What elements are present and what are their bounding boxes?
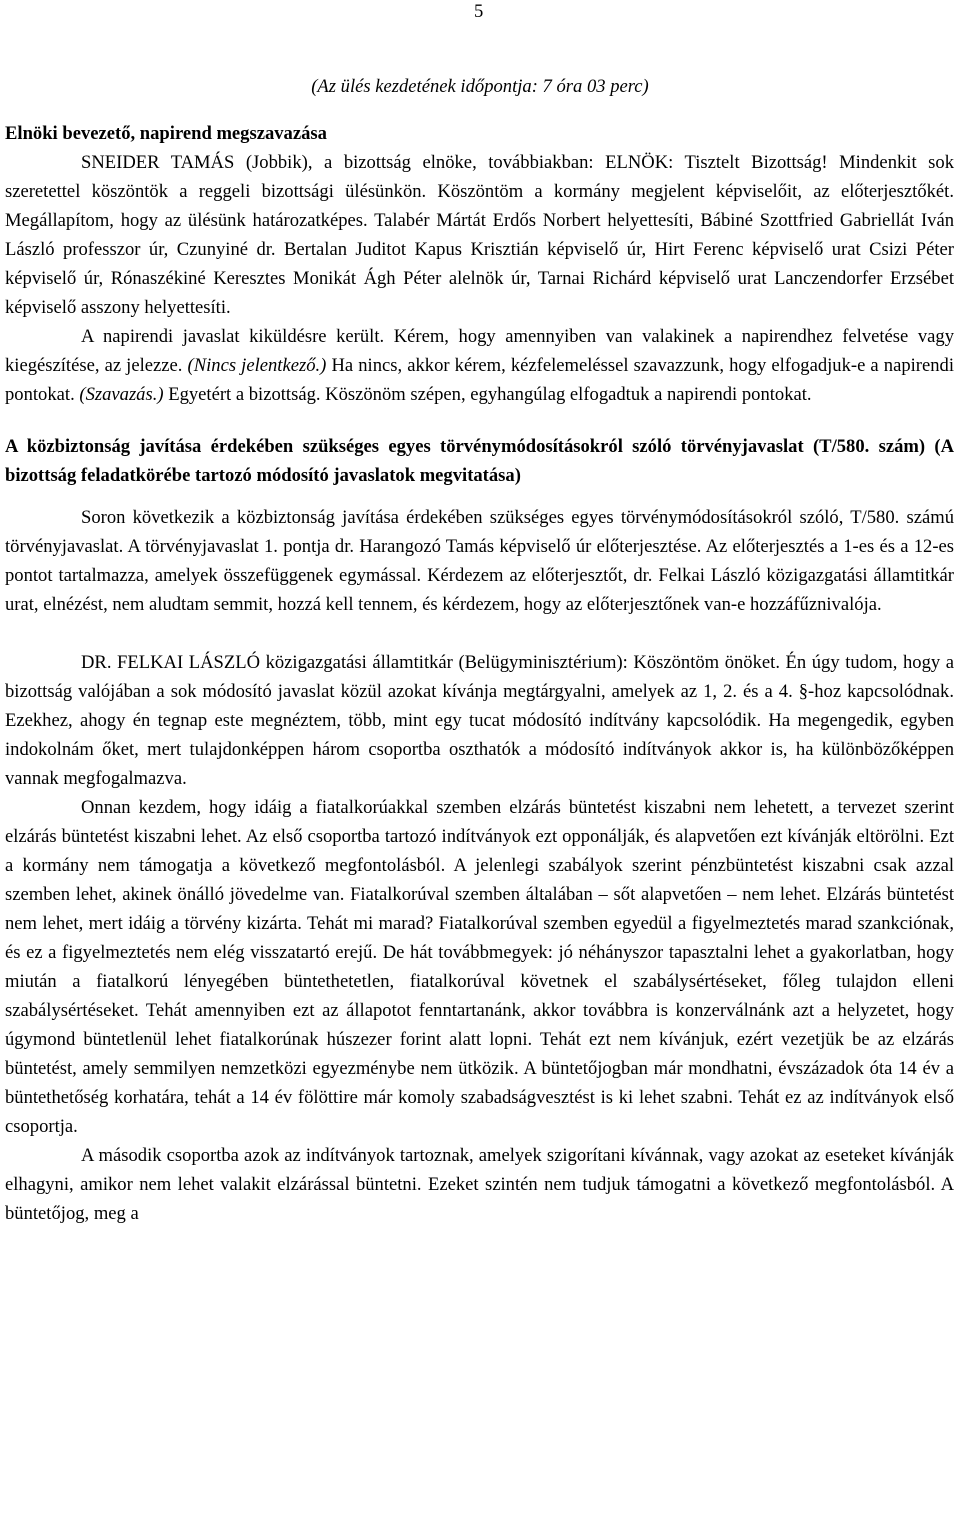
section-heading-bill: A közbiztonság javítása érdekében szükséges egyes törvénymódosításokról szóló törvényjavaslat (T/580. szám) (A bizottság feladatkörébe tartozó módosító javaslatok megvitatása) — [5, 436, 954, 486]
document-body — [5, 119, 954, 1228]
stage-direction-vote: (Szavazás.) — [79, 384, 164, 405]
stage-direction-no-requests: (Nincs jelentkező.) — [187, 355, 327, 376]
felkai-speech-paragraph-3: A második csoportba azok az indítványok tartoznak, amelyek szigorítani kívánnak, vagy azokat az eseteket kívánják elhagyni, amikor nem lehet valakit elzárással büntetni. Ezeket szintén nem tudjuk támogatni a következő megfontolásból. A büntetőjog, meg a — [5, 1145, 954, 1224]
page-number: 5 — [474, 1, 484, 22]
chairman-opening-paragraph: SNEIDER TAMÁS (Jobbik), a bizottság elnöke, továbbiakban: ELNÖK: Tisztelt Bizottság! Mindenkit sok szeretettel köszöntök a reggeli bizottsági ülésünkön. Köszöntöm a kormány megjelent képviselőit, az előterjesztőkét. Megállapítom, hogy az ülésünk határozatképes. Talabér Mártát Erdős Norbert helyettesíti, Bábiné Szottfried Gabriellát Iván László professzor úr, Czunyiné dr. Bertalan Juditot Kapus Krisztián képviselő úr, Hirt Ferenc képviselő urat Csizi Péter képviselő úr, Rónaszékiné Keresztes Monikát Ágh Péter alelnök úr, Tarnai Richárd képviselő urat Lanczendorfer Erzsébet képviselő asszony helyettesíti. — [5, 152, 954, 318]
bill-intro-paragraph: Soron következik a közbiztonság javítása érdekében szükséges egyes törvénymódosításokról szóló, T/580. számú törvényjavaslat. A törvényjavaslat 1. pontja dr. Harangozó Tamás képviselő úr előterjesztése. Az előterjesztés a 1-es és a 12-es pontot tartalmazza, amelyek összefüggenek egymással. Kérdezem az előterjesztőt, dr. Felkai László közigazgatási államtitkár urat, elnézést, nem aludtam semmit, hozzá kell tennem, és kérdezem, hogy az előterjesztőnek van-e hozzáfűznivalója. — [5, 507, 954, 615]
agenda-vote-text-3: Egyetért a bizottság. Köszönöm szépen, egyhangúlag elfogadtuk a napirendi pontokat. — [163, 384, 812, 405]
felkai-speech-paragraph-1: DR. FELKAI LÁSZLÓ közigazgatási államtitkár (Belügyminisztérium): Köszöntöm önöket. Én úgy tudom, hogy a bizottság valójában a sok módosító javaslat közül azokat kívánja megtárgyalni, amelyek az 1, 2. és a 4. §-hoz kapcsolódnak. Ezekhez, ahogy én tegnap este megnéztem, több, mint egy tucat módosító indítvány kapcsolódik. Ha megengedik, egyben indokolnám őket, mert tulajdonképpen három csoportba oszthatók a módosító indítványok akkor is, ha különbözőképpen vannak megfogalmazva. — [5, 652, 954, 789]
felkai-speech-paragraph-2: Onnan kezdem, hogy idáig a fiatalkorúakkal szemben elzárás büntetést kiszabni nem lehetett, a tervezet szerint elzárás büntetést kiszabni lehet. Az első csoportba tartozó indítványok ezt opponálják, és alapvetően ezt kívánják eltörölni. Ezt a kormány nem támogatja a következő megfontolásból. A jelenlegi szabályok szerint pénzbüntetést kiszabni csak azzal szemben lehet, akinek önálló jövedelme van. Fiatalkorúval szemben általában – sőt alapvetően – nem lehet. Elzárás büntetést nem lehet, mert idáig a törvény kizárta. Tehát mi marad? Fiatalkorúval szemben egyedül a figyelmeztetés marad szankciónak, és ez a figyelmeztetés nem elég visszatartó erejű. De hát továbbmegyek: jó néhányszor tapasztalni lehet a gyakorlatban, hogy miután a fiatalkorú lényegében büntethetetlen, fiatalkorúval követnek el szabálysértéseket, főleg tulajdon elleni szabálysértéseket. Tehát amennyiben ezt az állapotot fenntartanánk, akkor továbbra is konzerválnánk azt a helyzetet, hogy úgymond büntetlenül lehet fiatalkorúnak húszezer forint alatt lopni. Tehát ezt nem kívánjuk, ezért vezetjük be az elzárás büntetést, amely semmilyen nemzetközi egyezménybe nem ütközik. A büntetőjogban már mondhatni, évszázadok óta 14 év a büntethetőség korhatára, tehát a 14 év fölöttire már komoly szabadságvesztést is ki lehet szabni. Tehát ez az indítványok első csoportja. — [5, 797, 954, 1137]
agenda-vote-paragraph — [5, 322, 954, 409]
session-start-time: (Az ülés kezdetének időpontja: 7 óra 03 perc) — [311, 76, 649, 97]
agenda-vote-text-2: Ha nincs, akkor kérem, kézfelemeléssel szavazzunk, hogy elfogadjuk-e a napirendi pontokat. — [5, 355, 955, 405]
agenda-vote-text-1: A napirendi javaslat kiküldésre került. Kérem, hogy amennyiben van valakinek a napirendhez felvetése vagy kiegészítése, az jelezze. — [5, 326, 954, 376]
section-heading-agenda: Elnöki bevezető, napirend megszavazása — [5, 123, 327, 144]
